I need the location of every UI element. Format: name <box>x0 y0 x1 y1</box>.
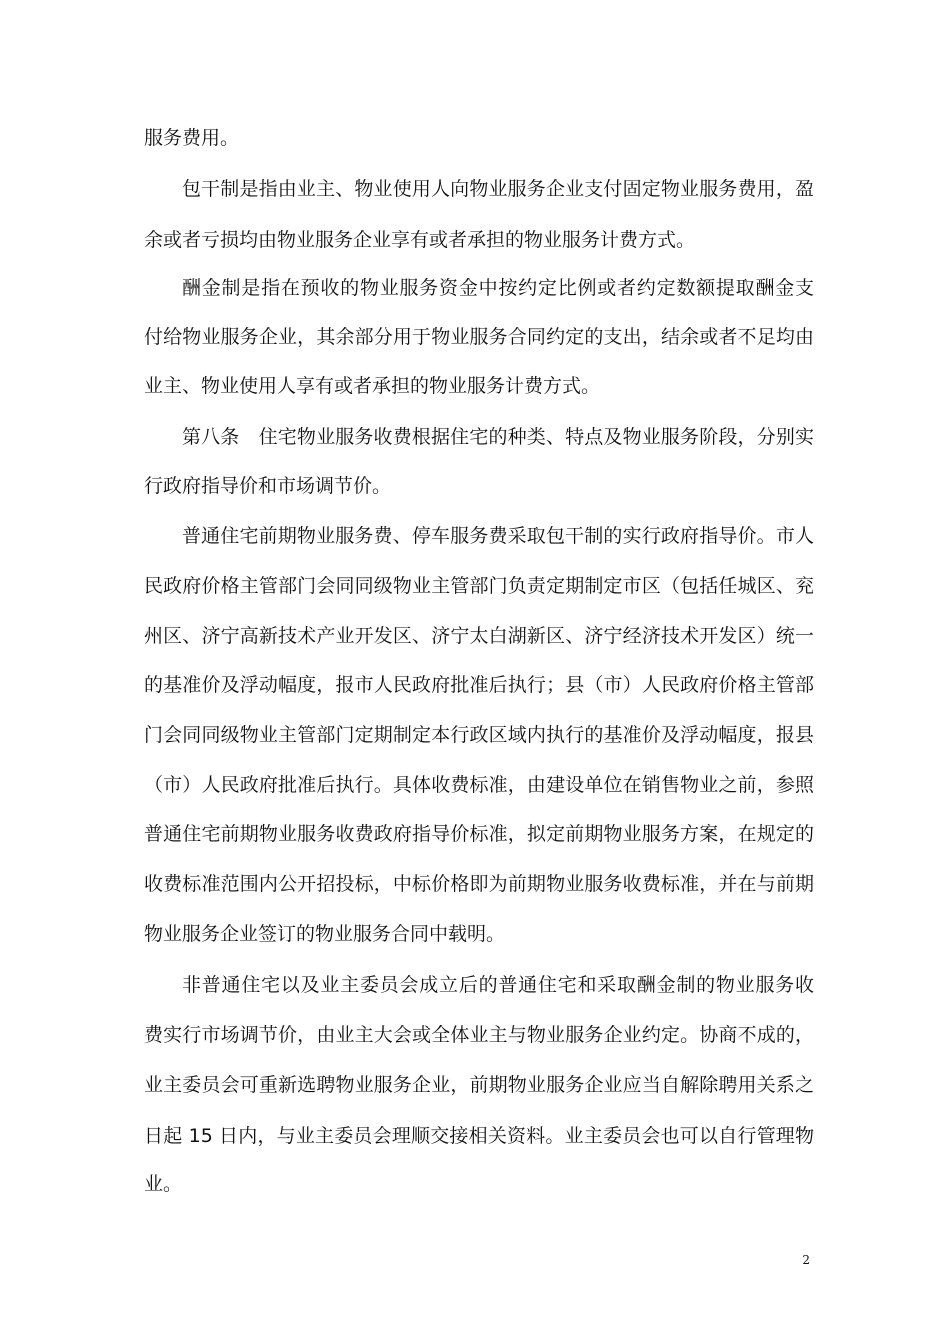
text-line: 普通住宅前期物业服务费、停车服务费采取包干制的实行政府指导价。市人 <box>182 525 814 547</box>
text-line: 包干制是指由业主、物业使用人向物业服务企业支付固定物业服务费用，盈 <box>182 178 814 200</box>
text-line: 酬金制是指在预收的物业服务资金中按约定比例或者约定数额提取酬金支 <box>182 277 814 299</box>
text-line: 民政府价格主管部门会同同级物业主管部门负责定期制定市区（包括任城区、兖 <box>144 575 814 597</box>
text-line: （市）人民政府批准后执行。具体收费标准，由建设单位在销售物业之前，参照 <box>144 774 814 796</box>
text-line: 行政府指导价和市场调节价。 <box>144 475 392 497</box>
text-line: 日起 15 日内，与业主委员会理顺交接相关资料。业主委员会也可以自行管理物 <box>144 1125 814 1147</box>
text-line: 普通住宅前期物业服务收费政府指导价标准，拟定前期物业服务方案，在规定的 <box>144 823 814 845</box>
text-line: 的基准价及浮动幅度，报市人民政府批准后执行；县（市）人民政府价格主管部 <box>144 674 814 696</box>
page-number: 2 <box>802 1253 810 1267</box>
text-line: 服务费用。 <box>144 127 240 149</box>
text-line: 非普通住宅以及业主委员会成立后的普通住宅和采取酬金制的物业服务收 <box>182 974 814 996</box>
text-line: 付给物业服务企业，其余部分用于物业服务合同约定的支出，结余或者不足均由 <box>144 326 814 348</box>
text-line: 物业服务企业签订的物业服务合同中载明。 <box>144 923 506 945</box>
text-line: 业主委员会可重新选聘物业服务企业，前期物业服务企业应当自解除聘用关系之 <box>144 1074 814 1096</box>
text-line: 第八条 住宅物业服务收费根据住宅的种类、特点及物业服务阶段，分别实 <box>182 426 814 448</box>
text-line: 业。 <box>144 1173 183 1195</box>
text-line: 费实行市场调节价，由业主大会或全体业主与物业服务企业约定。协商不成的， <box>144 1024 814 1046</box>
text-line: 门会同同级物业主管部门定期制定本行政区域内执行的基准价及浮动幅度，报县 <box>144 724 814 746</box>
text-line: 业主、物业使用人享有或者承担的物业服务计费方式。 <box>144 375 601 397</box>
text-line: 州区、济宁高新技术产业开发区、济宁太白湖新区、济宁经济技术开发区）统一 <box>144 625 814 647</box>
text-line: 余或者亏损均由物业服务企业享有或者承担的物业服务计费方式。 <box>144 229 696 251</box>
text-line: 收费标准范围内公开招投标，中标价格即为前期物业服务收费标准，并在与前期 <box>144 873 814 895</box>
